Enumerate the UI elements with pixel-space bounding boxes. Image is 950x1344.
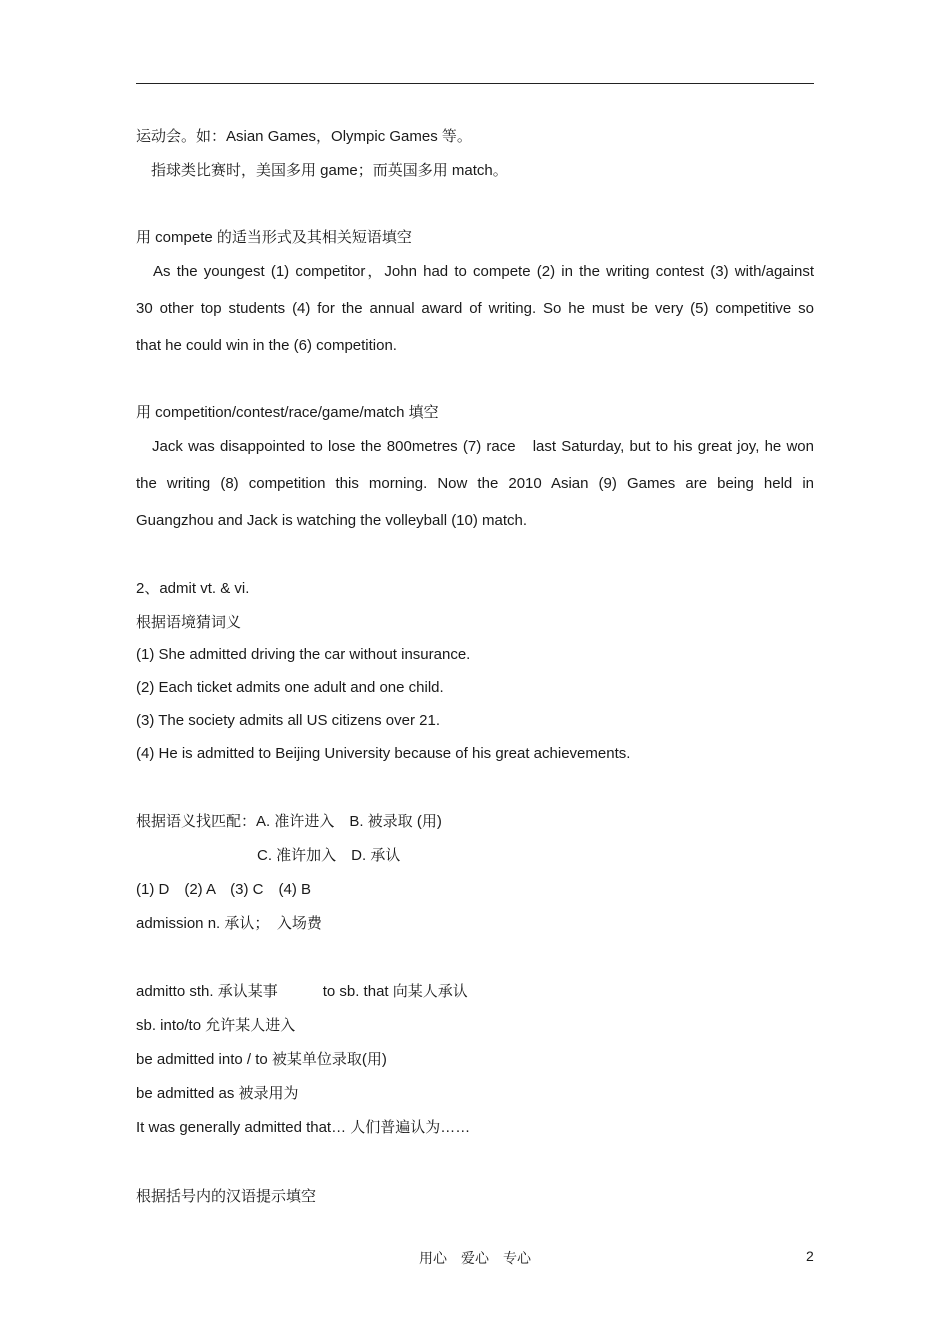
section-heading: 2、admit vt. & vi. bbox=[136, 580, 250, 597]
text-line: admission n. 承认； 入场费 bbox=[136, 915, 322, 932]
paragraph-line: As the youngest (1) competitor，John had to compete (2) in the writing contest (3) with/against bbox=[136, 263, 814, 280]
example-line: (1) She admitted driving the car without insurance. bbox=[136, 646, 471, 663]
section-heading: 根据括号内的汉语提示填空 bbox=[136, 1188, 317, 1205]
example-line: (4) He is admitted to Beijing University because of his great achievements. bbox=[136, 745, 631, 762]
section-heading: 用 competition/contest/race/game/match 填空 bbox=[136, 404, 439, 421]
phrase-line: sb. into/to 允许某人进入 bbox=[136, 1017, 296, 1034]
phrase-line: admitto sth. 承认某事 to sb. that 向某人承认 bbox=[136, 983, 468, 1000]
paragraph-line: Guangzhou and Jack is watching the volleyball (10) match. bbox=[136, 512, 528, 529]
page-footer: 用心 爱心 专心 bbox=[419, 1250, 531, 1266]
paragraph-line: the writing (8) competition this morning. Now the 2010 Asian (9) Games are being held in bbox=[136, 475, 814, 492]
paragraph-line: 30 other top students (4) for the annual award of writing. So he must be very (5) competitive so bbox=[136, 300, 814, 317]
page-number: 2 bbox=[806, 1248, 814, 1264]
section-heading: 用 compete 的适当形式及其相关短语填空 bbox=[136, 229, 412, 246]
text-line: 运动会。如：Asian Games，Olympic Games 等。 bbox=[136, 128, 472, 145]
example-line: (2) Each ticket admits one adult and one child. bbox=[136, 679, 444, 696]
phrase-line: It was generally admitted that… 人们普遍认为…… bbox=[136, 1119, 471, 1136]
text-line: 指球类比赛时，美国多用 game；而英国多用 match。 bbox=[136, 162, 508, 179]
text-line: 根据语义找匹配：A. 准许进入 B. 被录取 (用) bbox=[136, 813, 442, 830]
answer-line: (1) D (2) A (3) C (4) B bbox=[136, 881, 312, 898]
phrase-line: be admitted into / to 被某单位录取(用) bbox=[136, 1051, 387, 1068]
paragraph-line: Jack was disappointed to lose the 800metres (7) race last Saturday, but to his great joy, he won bbox=[136, 438, 814, 455]
text-line: 根据语境猜词义 bbox=[136, 614, 242, 631]
text-line: C. 准许加入 D. 承认 bbox=[257, 847, 401, 864]
phrase-line: be admitted as 被录用为 bbox=[136, 1085, 299, 1102]
header-rule bbox=[136, 83, 814, 84]
paragraph-line: that he could win in the (6) competition. bbox=[136, 337, 397, 354]
example-line: (3) The society admits all US citizens over 21. bbox=[136, 712, 441, 729]
